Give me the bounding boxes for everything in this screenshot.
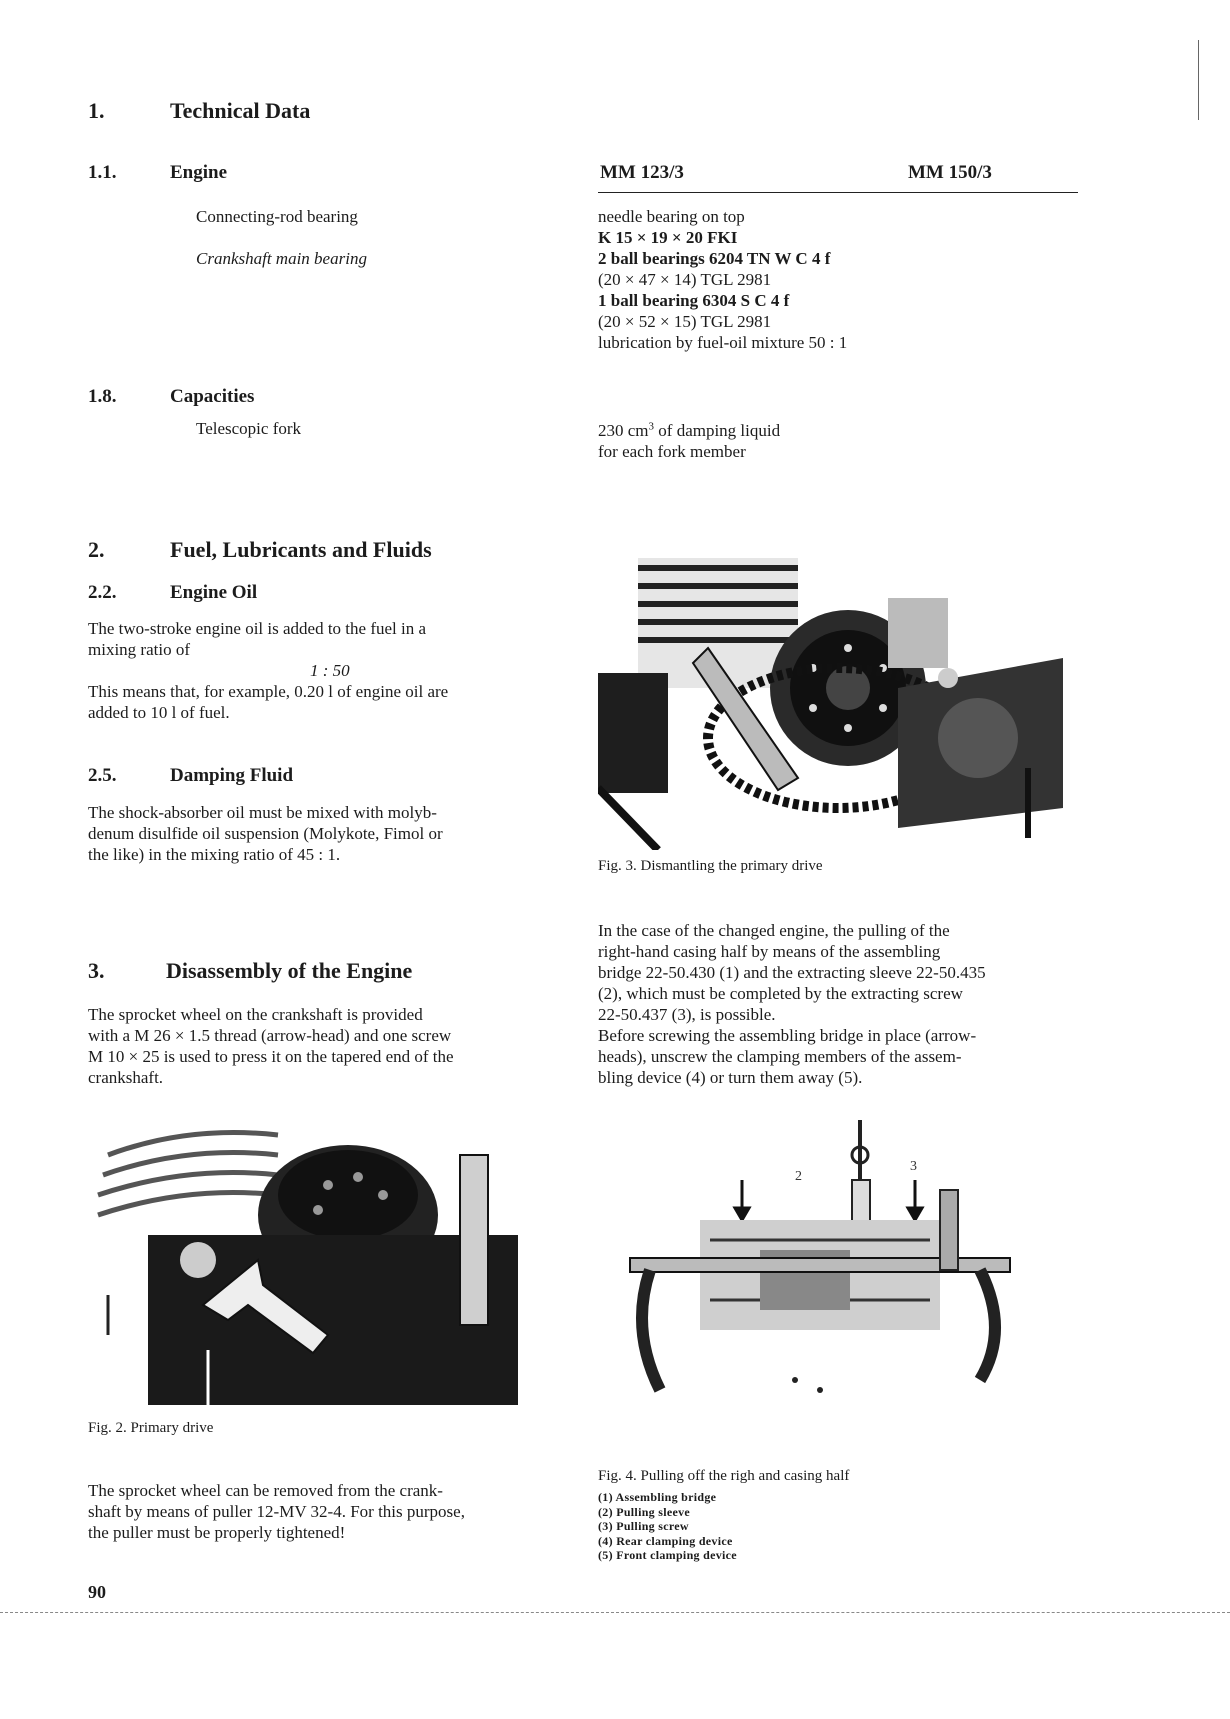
assembling-bridge-text	[598, 920, 986, 1088]
text-line: 22-50.437 (3), is possible.	[598, 1005, 776, 1024]
legend-item: (5) Front clamping device	[598, 1548, 737, 1562]
subsection-number: 1.8.	[88, 386, 117, 407]
damping-fluid-text	[88, 802, 443, 865]
subsection-number: 2.2.	[88, 582, 117, 603]
text-line: the puller must be properly tightened!	[88, 1523, 346, 1542]
text-line: (2), which must be completed by the extracting screw	[598, 984, 963, 1003]
text-line: with a M 26 × 1.5 thread (arrow-head) and one screw	[88, 1026, 452, 1045]
text-line: right-hand casing half by means of the assembling	[598, 942, 941, 961]
label-telescopic-fork: Telescopic fork	[196, 419, 302, 438]
fig2-drawing	[88, 1115, 543, 1405]
legend-item: (2) Pulling sleeve	[598, 1504, 691, 1519]
text-line: The two-stroke engine oil is added to the fuel in a	[88, 619, 427, 638]
text-line: This means that, for example, 0.20 l of engine oil are	[88, 682, 449, 701]
ratio: 1 : 50	[310, 661, 350, 680]
engine-values	[598, 206, 847, 353]
text-line: The sprocket wheel can be removed from the crank-	[88, 1481, 443, 1500]
fig3-photo	[598, 538, 1063, 850]
subsection-title: Capacities	[170, 386, 255, 407]
text-line: denum disulfide oil suspension (Molykote, Fimol or	[88, 824, 443, 843]
text-line: the like) in the mixing ratio of 45 : 1.	[88, 845, 341, 864]
text-line: The sprocket wheel on the crankshaft is provided	[88, 1005, 423, 1024]
subsection-title: Engine	[170, 162, 228, 183]
text-line: mixing ratio of	[88, 640, 190, 659]
section-number: 1.	[88, 98, 105, 123]
capacity-line1-a: 230 cm	[598, 421, 649, 440]
text-line: bling device (4) or turn them away (5).	[598, 1068, 863, 1087]
subsection-number: 1.1.	[88, 162, 117, 183]
column-header-mm123: MM 123/3	[600, 162, 684, 183]
value-line: lubrication by fuel-oil mixture 50 : 1	[598, 333, 848, 352]
subsection-number: 2.5.	[88, 765, 117, 786]
value-line: (20 × 47 × 14) TGL 2981	[598, 270, 772, 289]
engine-oil-text	[88, 618, 573, 723]
header-rule	[598, 192, 1078, 193]
puller-text	[88, 1480, 465, 1543]
text-line: bridge 22-50.430 (1) and the extracting sleeve 22-50.435	[598, 963, 986, 982]
text-line: Before screwing the assembling bridge in place (arrow-	[598, 1026, 977, 1045]
legend-item: (3) Pulling screw	[598, 1519, 689, 1533]
fig4-caption: Fig. 4. Pulling off the righ and casing half	[598, 1468, 850, 1484]
text-line: added to 10 l of fuel.	[88, 703, 230, 722]
cut-line	[0, 1612, 1230, 1613]
text-line: In the case of the changed engine, the pulling of the	[598, 921, 950, 940]
capacity-sup: 3	[648, 420, 655, 433]
section-title: Fuel, Lubricants and Fluids	[170, 537, 432, 562]
legend-item: (4) Rear clamping device	[598, 1533, 733, 1548]
value-line: needle bearing on top	[598, 207, 745, 226]
fig2-photo	[88, 1115, 543, 1405]
value-line: 2 ball bearings 6204 TN W C 4 f	[598, 249, 831, 268]
fig3-drawing	[598, 538, 1063, 850]
fig4-legend	[598, 1490, 737, 1563]
disassembly-text	[88, 1004, 454, 1088]
text-line: shaft by means of puller 12-MV 32-4. For this purpose,	[88, 1502, 465, 1521]
fig4-label-2: 2	[795, 1169, 802, 1184]
fig3-caption: Fig. 3. Dismantling the primary drive	[598, 858, 823, 874]
section-number: 3.	[88, 958, 105, 983]
section-title: Technical Data	[170, 98, 311, 123]
page-number: 90	[88, 1582, 106, 1602]
column-header-mm150: MM 150/3	[908, 162, 992, 183]
label-conrod-bearing: Connecting-rod bearing	[196, 207, 358, 226]
legend-item: (1) Assembling bridge	[598, 1490, 717, 1504]
fig4-drawing	[620, 1120, 1030, 1420]
subsection-title: Engine Oil	[170, 582, 258, 603]
capacity-value	[598, 420, 780, 441]
fig4-photo	[620, 1120, 1030, 1420]
text-line: heads), unscrew the clamping members of the assem-	[598, 1047, 962, 1066]
capacity-line1-b: of damping liquid	[654, 421, 781, 440]
fig2-caption: Fig. 2. Primary drive	[88, 1420, 214, 1436]
text-line: M 10 × 25 is used to press it on the tapered end of the	[88, 1047, 454, 1066]
value-line: K 15 × 19 × 20 FKI	[598, 228, 738, 247]
margin-mark	[1198, 40, 1199, 120]
value-line: (20 × 52 × 15) TGL 2981	[598, 312, 772, 331]
fig4-label-3: 3	[910, 1159, 917, 1174]
section-title: Disassembly of the Engine	[166, 958, 413, 983]
text-line: The shock-absorber oil must be mixed with molyb-	[88, 803, 437, 822]
subsection-title: Damping Fluid	[170, 765, 294, 786]
section-number: 2.	[88, 537, 105, 562]
value-line: 1 ball bearing 6304 S C 4 f	[598, 291, 790, 310]
capacity-line2: for each fork member	[598, 442, 746, 461]
label-crankshaft-bearing: Crankshaft main bearing	[196, 249, 367, 268]
text-line: crankshaft.	[88, 1068, 164, 1087]
